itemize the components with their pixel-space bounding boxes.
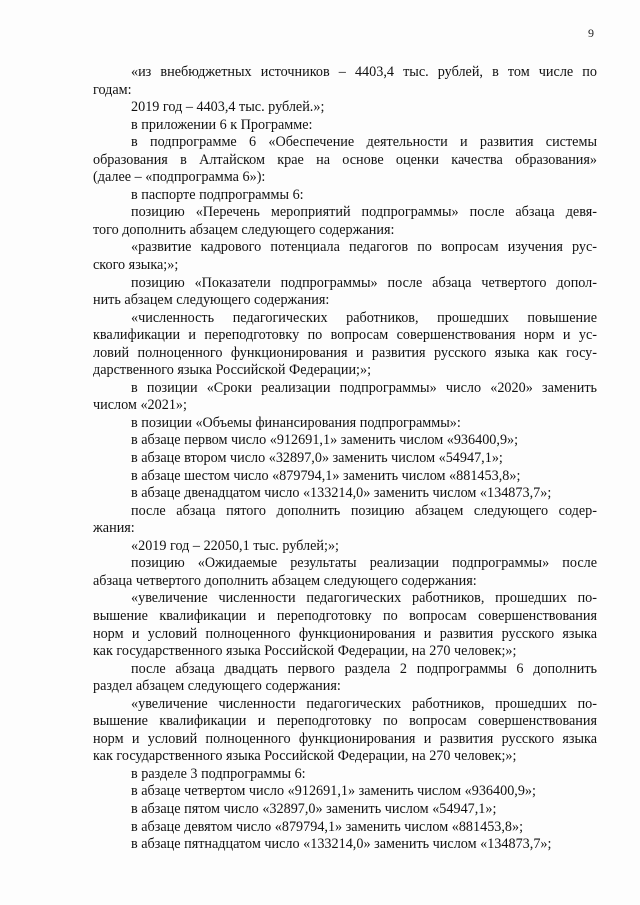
paragraph: [93, 801, 597, 819]
paragraph-line: в позиции «Сроки реализации подпрограммы» число «2020» заменить: [131, 379, 597, 396]
paragraph-line: «увеличение численности педагогических работников, прошедших по-: [131, 590, 597, 607]
paragraph: [93, 99, 597, 117]
paragraph-line: после абзаца двадцать первого раздела 2 подпрограммы 6 дополнить: [131, 660, 597, 677]
paragraph: [93, 590, 597, 660]
paragraph: [93, 432, 597, 450]
paragraph-line: в подпрограмме 6 «Обеспечение деятельности и развития системы: [131, 134, 597, 151]
paragraph: [93, 275, 597, 310]
paragraph: [93, 468, 597, 486]
paragraph-line: ского языка;»;: [93, 257, 179, 274]
paragraph-line: ловий полноценного функционирования и развития русского языка как госу-: [93, 344, 597, 361]
paragraph: [93, 555, 597, 590]
paragraph-line: «развитие кадрового потенциала педагогов по вопросам изучения рус-: [131, 239, 597, 256]
paragraph-line: в разделе 3 подпрограммы 6:: [131, 765, 306, 782]
paragraph: [93, 117, 597, 135]
paragraph-line: в абзаце пятнадцатом число «133214,0» заменить числом «134873,7»;: [131, 836, 552, 853]
paragraph-line: того дополнить абзацем следующего содержания:: [93, 221, 395, 238]
paragraph-line: норм и условий полноценного функционирования и развития русского языка: [93, 625, 597, 642]
paragraph: [93, 380, 597, 415]
paragraph: [93, 766, 597, 784]
paragraph: [93, 819, 597, 837]
paragraph-line: числом «2021»;: [93, 397, 187, 414]
paragraph: [93, 503, 597, 538]
paragraph-line: квалификации и переподготовку по вопросам совершенствования норм и ус-: [93, 327, 597, 344]
paragraph: [93, 836, 597, 854]
paragraph-line: после абзаца пятого дополнить позицию абзацем следующего содер-: [131, 502, 597, 519]
paragraph-line: позицию «Ожидаемые результаты реализации подпрограммы» после: [131, 555, 597, 572]
paragraph-line: жания:: [93, 520, 135, 537]
paragraph-line: вышение квалификации и переподготовку по вопросам совершенствования: [93, 713, 597, 730]
paragraph-line: позицию «Перечень мероприятий подпрограммы» после абзаца девя-: [131, 204, 597, 221]
paragraph-line: «из внебюджетных источников – 4403,4 тыс. рублей, в том числе по: [131, 64, 597, 80]
paragraph: [93, 239, 597, 274]
paragraph: [93, 187, 597, 205]
paragraph: [93, 538, 597, 556]
paragraph-line: в абзаце первом число «912691,1» заменить числом «936400,9»;: [131, 432, 519, 449]
paragraph-line: в абзаце четвертом число «912691,1» заменить числом «936400,9»;: [131, 783, 536, 800]
paragraph-line: в абзаце девятом число «879794,1» заменить числом «881453,8»;: [131, 818, 524, 835]
paragraph-line: в приложении 6 к Программе:: [131, 116, 313, 133]
paragraph-line: дарственного языка Российской Федерации;»;: [93, 362, 372, 379]
paragraph: [93, 696, 597, 766]
paragraph: [93, 661, 597, 696]
paragraph-line: в паспорте подпрограммы 6:: [131, 186, 304, 203]
paragraph-line: норм и условий полноценного функционирования и развития русского языка: [93, 730, 597, 747]
paragraph: [93, 783, 597, 801]
paragraph-line: в абзаце шестом число «879794,1» заменить числом «881453,8»;: [131, 467, 521, 484]
paragraph: [93, 485, 597, 503]
paragraph: [93, 310, 597, 380]
paragraph-line: в абзаце пятом число «32897,0» заменить числом «54947,1»;: [131, 800, 497, 817]
paragraph-line: как государственного языка Российской Федерации, на 270 человек;»;: [93, 748, 517, 765]
paragraph: [93, 204, 597, 239]
paragraph: [93, 415, 597, 433]
paragraph-line: абзаца четвертого дополнить абзацем следующего содержания:: [93, 572, 477, 589]
paragraph: [93, 64, 597, 99]
paragraph-line: позицию «Показатели подпрограммы» после абзаца четвертого допол-: [131, 274, 597, 291]
paragraph-line: в абзаце втором число «32897,0» заменить числом «54947,1»;: [131, 450, 503, 467]
paragraph-line: «2019 год – 22050,1 тыс. рублей;»;: [131, 537, 339, 554]
paragraph-line: в позиции «Объемы финансирования подпрограммы»:: [131, 414, 461, 431]
paragraph: [93, 450, 597, 468]
paragraph-line: годам:: [93, 81, 132, 98]
paragraph-line: «увеличение численности педагогических работников, прошедших по-: [131, 695, 597, 712]
document-body: [93, 64, 597, 854]
paragraph-line: вышение квалификации и переподготовку по вопросам совершенствования: [93, 607, 597, 624]
paragraph-line: 2019 год – 4403,4 тыс. рублей.»;: [131, 99, 325, 116]
paragraph-line: (далее – «подпрограмма 6»):: [93, 169, 266, 186]
paragraph: [93, 134, 597, 187]
page-number: 9: [588, 26, 594, 40]
paragraph-line: нить абзацем следующего содержания:: [93, 292, 330, 309]
paragraph-line: раздел абзацем следующего содержания:: [93, 678, 341, 695]
paragraph-line: как государственного языка Российской Федерации, на 270 человек;»;: [93, 643, 517, 660]
paragraph-line: в абзаце двенадцатом число «133214,0» заменить числом «134873,7»;: [131, 485, 552, 502]
paragraph-line: «численность педагогических работников, прошедших повышение: [131, 309, 597, 326]
paragraph-line: образования в Алтайском крае на основе оценки качества образования»: [93, 151, 597, 168]
